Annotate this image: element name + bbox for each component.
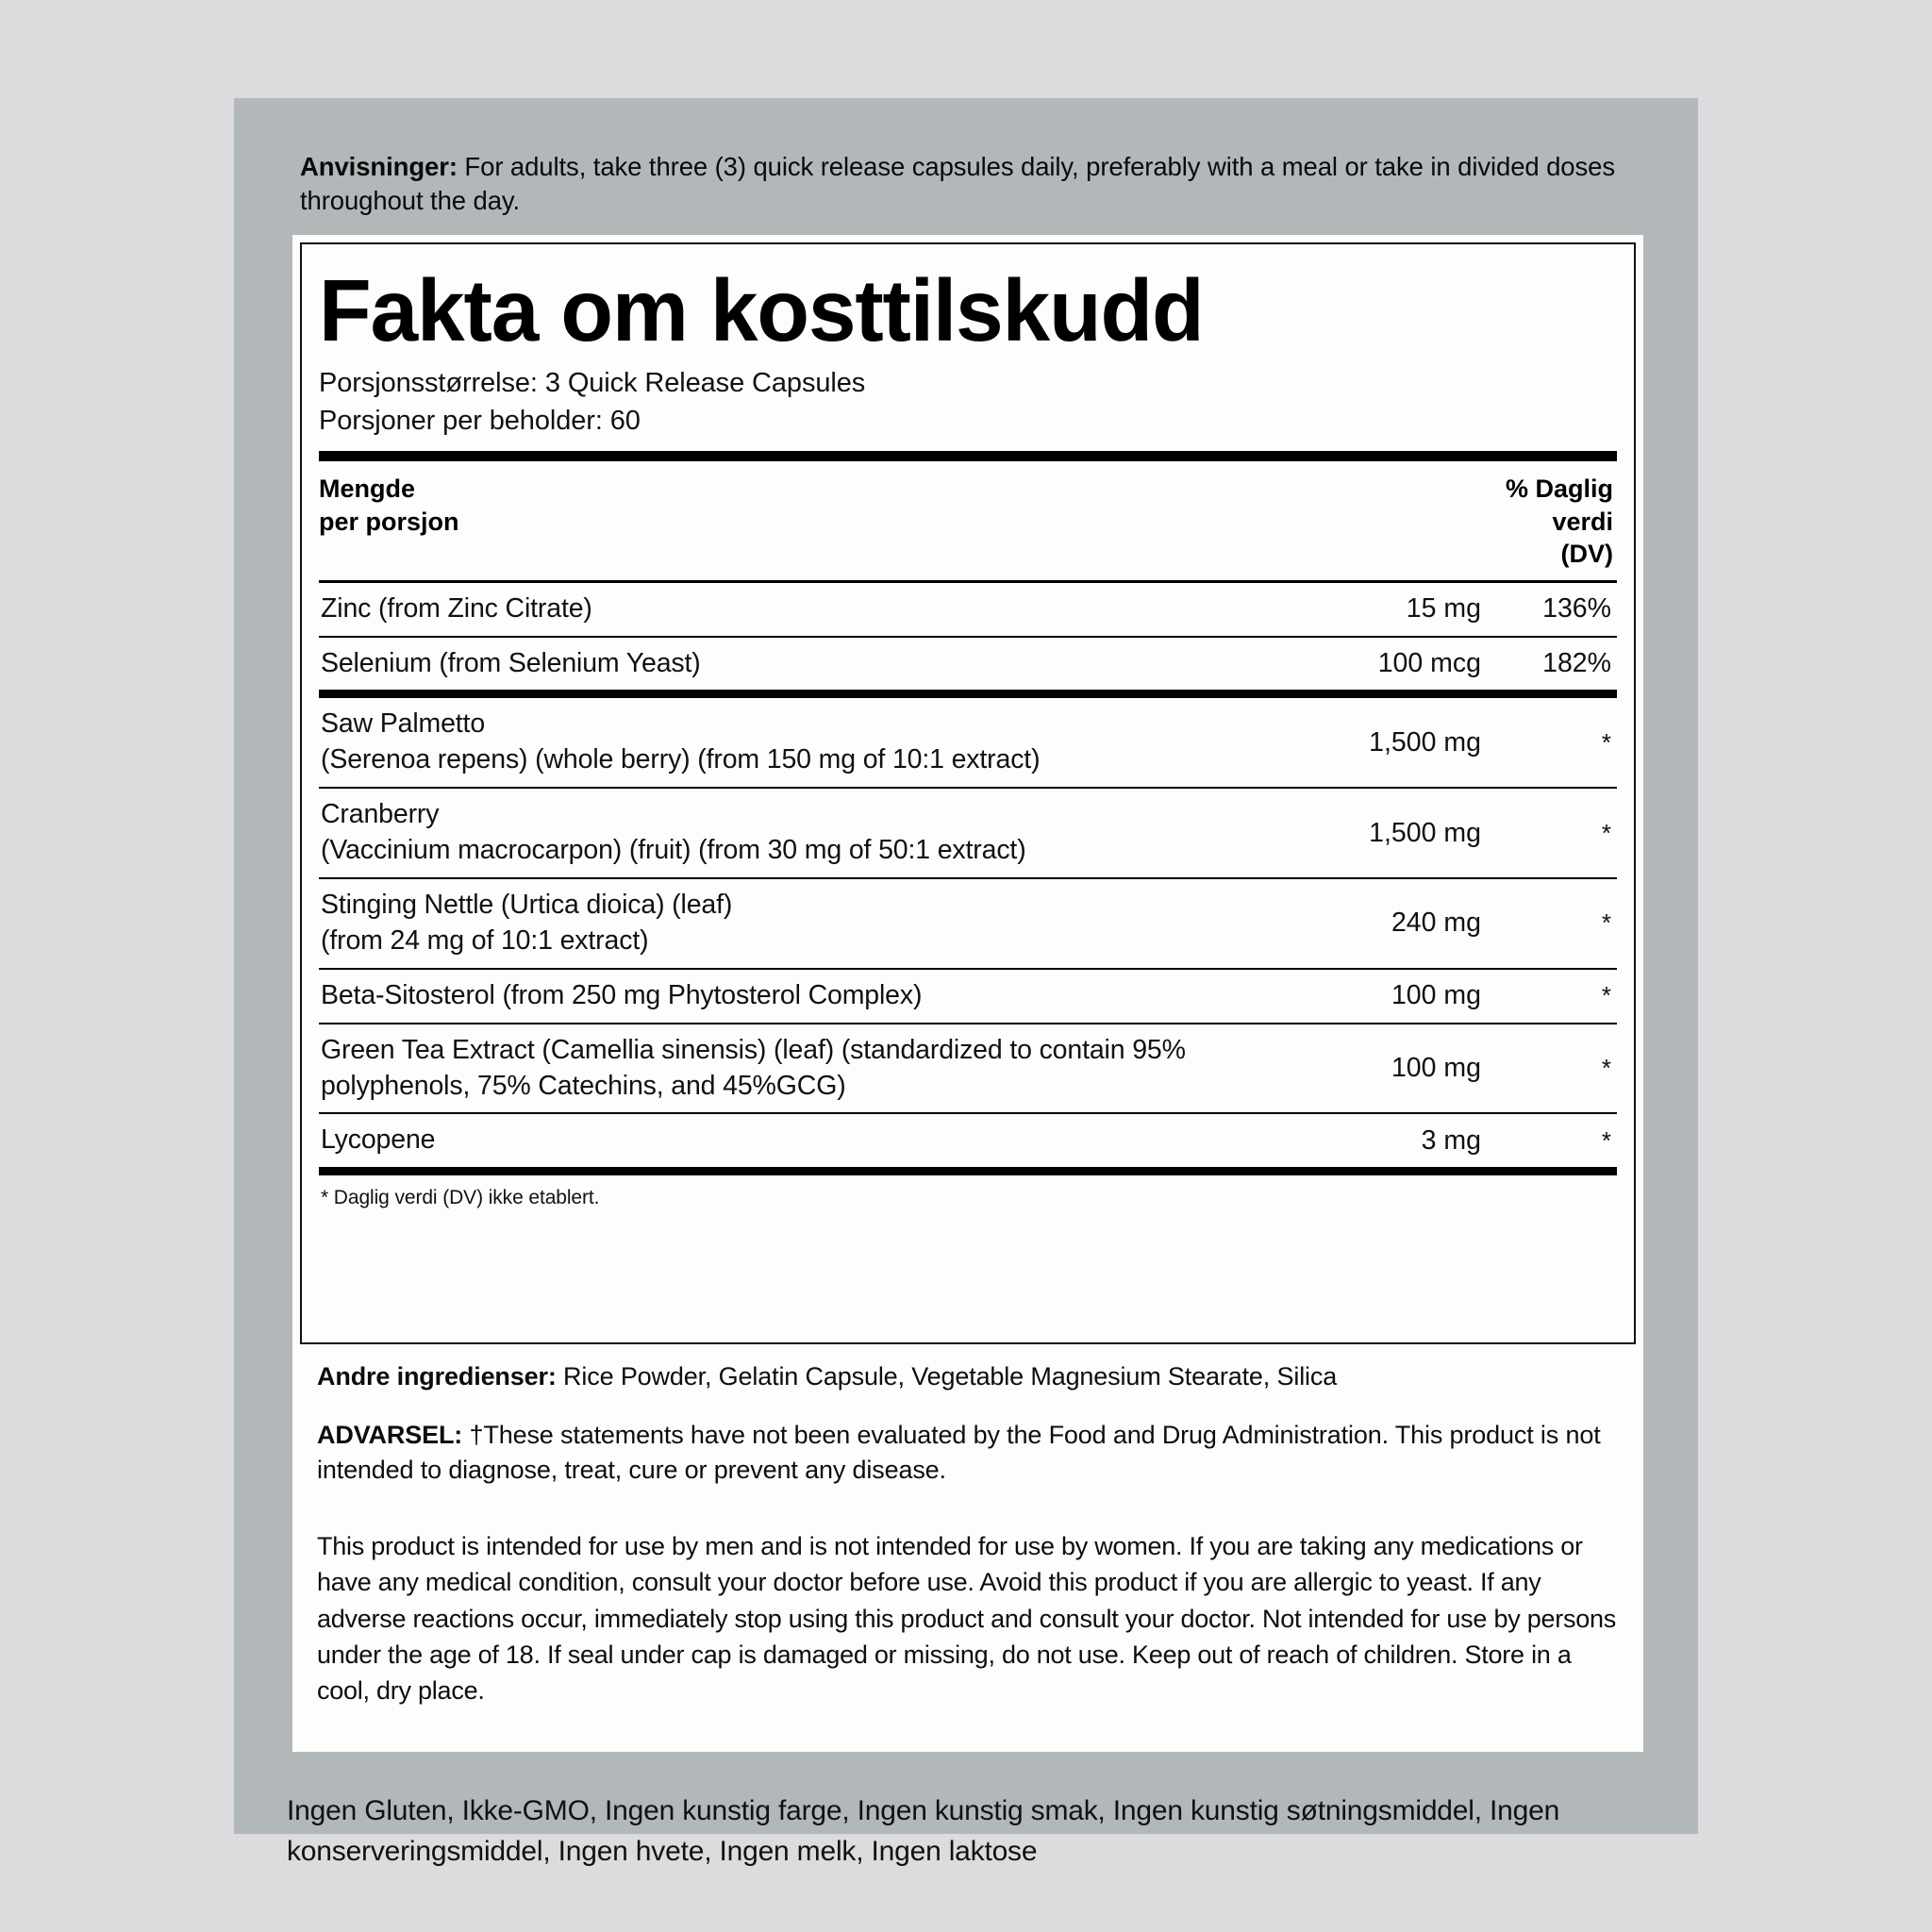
amount-header-line1: Mengde — [319, 475, 416, 504]
serving-size: Porsjonsstørrelse: 3 Quick Release Capsules — [319, 368, 866, 398]
nutrient-dv: * — [1601, 818, 1611, 847]
nutrient-name: Zinc (from Zinc Citrate) — [321, 592, 592, 624]
dv-header-line1: % Daglig — [1505, 475, 1613, 504]
nutrient-amount: 100 mg — [1391, 980, 1481, 1011]
dv-column-header — [1506, 473, 1617, 571]
servings-per-container: Porsjoner per beholder: 60 — [319, 406, 641, 437]
other-ingredients-label: Andre ingredienser: — [317, 1362, 557, 1391]
nutrient-name — [319, 888, 1307, 959]
directions-label: Anvisninger: — [300, 152, 458, 181]
nutrient-name — [319, 1033, 1307, 1105]
table-row — [319, 789, 1617, 877]
dv-footnote: * Daglig verdi (DV) ikke etablert. — [321, 1187, 600, 1209]
nutrient-amount: 100 mg — [1391, 1053, 1481, 1084]
nutrient-name — [319, 707, 1307, 778]
supplement-facts-panel — [300, 242, 1636, 1344]
nutrient-name: Selenium (from Selenium Yeast) — [321, 647, 701, 678]
table-row — [319, 1024, 1617, 1113]
nutrient-amount: 100 mcg — [1377, 648, 1481, 678]
nutrient-name-line2: (from 24 mg of 10:1 extract) — [321, 924, 649, 956]
nutrient-dv: 182% — [1542, 648, 1611, 678]
nutrient-dv: * — [1601, 908, 1611, 938]
amount-header-line2: per porsjon — [319, 507, 459, 536]
nutrient-name-line1: Cranberry — [321, 799, 440, 830]
rule-thick-mid — [319, 690, 1617, 698]
nutrient-amount: 1,500 mg — [1369, 726, 1481, 758]
nutrient-dv: 136% — [1542, 593, 1611, 625]
nutrient-amount: 240 mg — [1391, 908, 1481, 939]
nutrient-dv: * — [1601, 1125, 1611, 1155]
amount-column-header — [319, 473, 459, 538]
dv-header-line2: verdi — [1552, 507, 1613, 536]
nutrient-amount: 3 mg — [1421, 1124, 1481, 1156]
table-row — [319, 583, 1617, 636]
nutrient-dv: * — [1601, 981, 1611, 1010]
other-ingredients-text: Rice Powder, Gelatin Capsule, Vegetable Magnesium Stearate, Silica — [556, 1362, 1338, 1391]
directions-block — [300, 150, 1621, 218]
nutrient-name-line1: Green Tea Extract (Camellia sinensis) (leaf) (standardized to contain 95% — [321, 1034, 1186, 1065]
table-row — [319, 879, 1617, 968]
card-footer-text — [317, 1359, 1628, 1709]
gray-panel — [234, 98, 1698, 1867]
warning-label: ADVARSEL: — [317, 1421, 463, 1450]
table-row — [319, 1114, 1617, 1167]
disclaimer-text: This product is intended for use by men and is not intended for use by women. If you are taking any medications or have any medical condition, consult your doctor before use. Avoid this product if you are allergic to yeast. If any adverse reactions occur, immediately stop using this product and consult your doctor. Not intended for use by persons under the age of 18. If seal under cap is damaged or missing, do not use. Keep out of reach of children. Store in a cool, dry place. — [317, 1532, 1617, 1706]
nutrient-name: Lycopene — [321, 1124, 436, 1156]
warning-statement — [317, 1418, 1628, 1487]
other-ingredients — [317, 1359, 1628, 1393]
column-headers — [319, 461, 1617, 580]
nutrient-name-line1: Stinging Nettle (Urtica dioica) (leaf) — [321, 890, 733, 921]
rule-thick-top — [319, 451, 1617, 461]
nutrient-dv: * — [1601, 727, 1611, 757]
directions-text: For adults, take three (3) quick release capsules daily, preferably with a meal or take in divided doses throughout the day. — [300, 152, 1615, 215]
facts-title: Fakta om kosttilskudd — [319, 261, 1204, 359]
nutrient-amount: 1,500 mg — [1369, 817, 1481, 848]
nutrient-name-line2: polyphenols, 75% Catechins, and 45%GCG) — [321, 1070, 846, 1101]
dv-header-line3: (DV) — [1560, 540, 1613, 569]
free-from-claims: Ingen Gluten, Ikke-GMO, Ingen kunstig farge, Ingen kunstig smak, Ingen kunstig søtningsmiddel, Ingen konserveringsmiddel, Ingen hvete, Ingen melk, Ingen laktose — [287, 1795, 1560, 1867]
nutrient-name-line2: (Serenoa repens) (whole berry) (from 150 mg of 10:1 extract) — [321, 744, 1041, 775]
nutrient-name-line2: (Vaccinium macrocarpon) (fruit) (from 30 mg of 50:1 extract) — [321, 835, 1026, 866]
nutrient-amount: 15 mg — [1406, 593, 1481, 625]
nutrient-name: Beta-Sitosterol (from 250 mg Phytosterol Complex) — [321, 979, 923, 1010]
warning-text: †These statements have not been evaluated by the Food and Drug Administration. This product is not intended to diagnose, treat, cure or prevent any disease. — [317, 1421, 1601, 1484]
label-card — [292, 235, 1643, 1752]
rule-thick-bottom — [319, 1167, 1617, 1175]
nutrient-name — [319, 797, 1307, 869]
table-row — [319, 638, 1617, 691]
nutrient-dv: * — [1601, 1054, 1611, 1083]
table-row — [319, 970, 1617, 1023]
nutrient-name-line1: Saw Palmetto — [321, 708, 486, 740]
table-row — [319, 698, 1617, 787]
